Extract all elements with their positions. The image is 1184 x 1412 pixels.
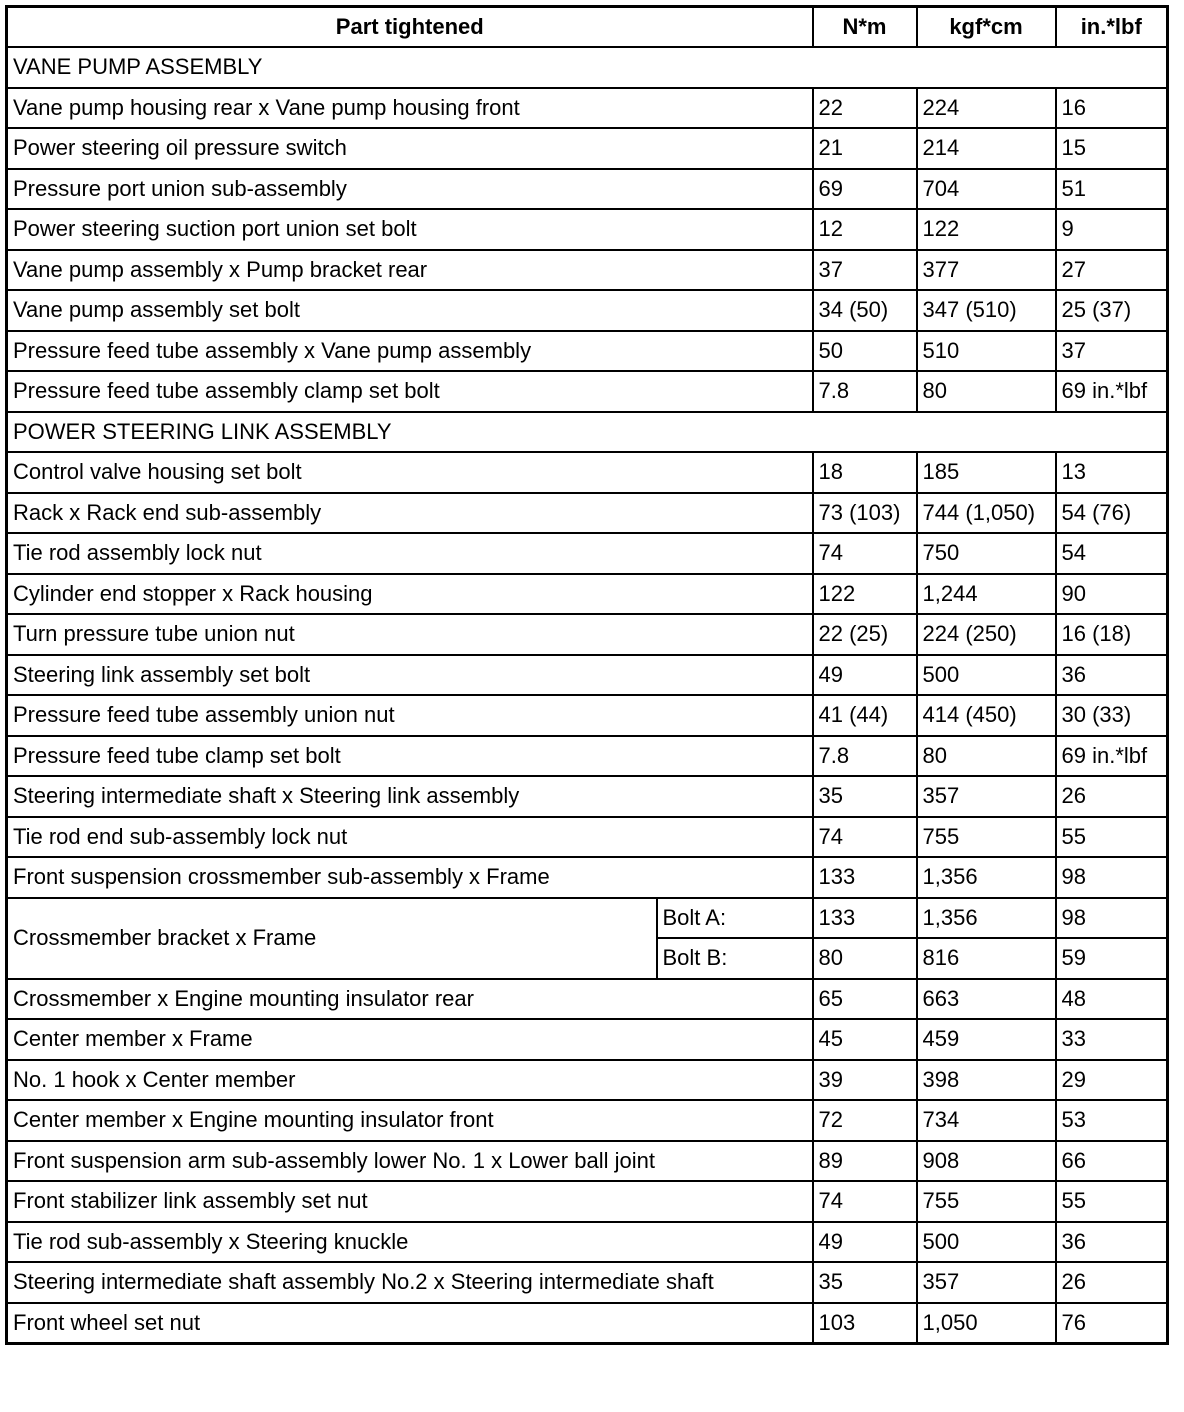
header-row: [7, 7, 1168, 48]
kgfcm-cell: 1,050: [917, 1303, 1056, 1344]
table-row: [7, 817, 1168, 858]
nm-cell: 49: [813, 655, 917, 696]
table-row: [7, 1100, 1168, 1141]
nm-cell: 74: [813, 817, 917, 858]
inlbf-cell: 66: [1056, 1141, 1168, 1182]
part-cell: Rack x Rack end sub-assembly: [7, 493, 813, 534]
inlbf-cell: 69 in.*lbf: [1056, 371, 1168, 412]
nm-cell: 72: [813, 1100, 917, 1141]
kgfcm-cell: 510: [917, 331, 1056, 372]
inlbf-cell: 54: [1056, 533, 1168, 574]
nm-cell: 69: [813, 169, 917, 210]
kgfcm-cell: 750: [917, 533, 1056, 574]
kgfcm-cell: 357: [917, 776, 1056, 817]
kgfcm-cell: 755: [917, 817, 1056, 858]
table-row: [7, 128, 1168, 169]
inlbf-cell: 55: [1056, 1181, 1168, 1222]
nm-cell: 7.8: [813, 371, 917, 412]
kgfcm-cell: 704: [917, 169, 1056, 210]
table-row: [7, 574, 1168, 615]
part-cell: Steering link assembly set bolt: [7, 655, 813, 696]
table-row: [7, 695, 1168, 736]
inlbf-cell: 53: [1056, 1100, 1168, 1141]
header-nm: N*m: [813, 7, 917, 48]
nm-cell: 74: [813, 533, 917, 574]
part-cell: Front wheel set nut: [7, 1303, 813, 1344]
kgfcm-cell: 459: [917, 1019, 1056, 1060]
header-inlbf: in.*lbf: [1056, 7, 1168, 48]
nm-cell: 22: [813, 88, 917, 129]
table-row: [7, 209, 1168, 250]
table-row: [7, 1019, 1168, 1060]
inlbf-cell: 25 (37): [1056, 290, 1168, 331]
part-cell: Front suspension crossmember sub-assembly x Frame: [7, 857, 813, 898]
part-cell: Turn pressure tube union nut: [7, 614, 813, 655]
part-cell: Power steering oil pressure switch: [7, 128, 813, 169]
section-row: [7, 412, 1168, 453]
nm-cell: 21: [813, 128, 917, 169]
inlbf-cell: 98: [1056, 898, 1168, 939]
inlbf-cell: 33: [1056, 1019, 1168, 1060]
inlbf-cell: 51: [1056, 169, 1168, 210]
kgfcm-cell: 908: [917, 1141, 1056, 1182]
part-cell: Tie rod end sub-assembly lock nut: [7, 817, 813, 858]
part-cell: Cylinder end stopper x Rack housing: [7, 574, 813, 615]
table-row: [7, 1141, 1168, 1182]
part-cell: Vane pump assembly x Pump bracket rear: [7, 250, 813, 291]
header-kgfcm: kgf*cm: [917, 7, 1056, 48]
kgfcm-cell: 357: [917, 1262, 1056, 1303]
nm-cell: 41 (44): [813, 695, 917, 736]
table-row: [7, 1303, 1168, 1344]
inlbf-cell: 26: [1056, 1262, 1168, 1303]
table-row: [7, 1181, 1168, 1222]
part-cell: Front suspension arm sub-assembly lower No. 1 x Lower ball joint: [7, 1141, 813, 1182]
inlbf-cell: 55: [1056, 817, 1168, 858]
inlbf-cell: 13: [1056, 452, 1168, 493]
bolt-label-cell: Bolt A:: [657, 898, 813, 939]
nm-cell: 80: [813, 938, 917, 979]
inlbf-cell: 15: [1056, 128, 1168, 169]
nm-cell: 12: [813, 209, 917, 250]
part-cell: Pressure port union sub-assembly: [7, 169, 813, 210]
part-cell: Steering intermediate shaft x Steering link assembly: [7, 776, 813, 817]
table-row: [7, 979, 1168, 1020]
table-row: [7, 169, 1168, 210]
nm-cell: 37: [813, 250, 917, 291]
nm-cell: 39: [813, 1060, 917, 1101]
table-row: [7, 88, 1168, 129]
inlbf-cell: 48: [1056, 979, 1168, 1020]
part-cell: Front stabilizer link assembly set nut: [7, 1181, 813, 1222]
inlbf-cell: 37: [1056, 331, 1168, 372]
table-row: [7, 533, 1168, 574]
table-row: [7, 614, 1168, 655]
part-cell: Pressure feed tube assembly clamp set bolt: [7, 371, 813, 412]
inlbf-cell: 76: [1056, 1303, 1168, 1344]
kgfcm-cell: 224: [917, 88, 1056, 129]
kgfcm-cell: 80: [917, 371, 1056, 412]
inlbf-cell: 69 in.*lbf: [1056, 736, 1168, 777]
kgfcm-cell: 377: [917, 250, 1056, 291]
part-cell: Power steering suction port union set bolt: [7, 209, 813, 250]
nm-cell: 73 (103): [813, 493, 917, 534]
section-row: [7, 47, 1168, 88]
nm-cell: 22 (25): [813, 614, 917, 655]
nm-cell: 133: [813, 898, 917, 939]
table-row: [7, 1262, 1168, 1303]
nm-cell: 65: [813, 979, 917, 1020]
kgfcm-cell: 347 (510): [917, 290, 1056, 331]
kgfcm-cell: 122: [917, 209, 1056, 250]
part-cell: Steering intermediate shaft assembly No.2 x Steering intermediate shaft: [7, 1262, 813, 1303]
bolt-label-cell: Bolt B:: [657, 938, 813, 979]
nm-cell: 34 (50): [813, 290, 917, 331]
section-title: POWER STEERING LINK ASSEMBLY: [7, 412, 1168, 453]
inlbf-cell: 54 (76): [1056, 493, 1168, 534]
table-row: [7, 776, 1168, 817]
nm-cell: 35: [813, 1262, 917, 1303]
nm-cell: 18: [813, 452, 917, 493]
nm-cell: 103: [813, 1303, 917, 1344]
section-title: VANE PUMP ASSEMBLY: [7, 47, 1168, 88]
inlbf-cell: 36: [1056, 1222, 1168, 1263]
inlbf-cell: 36: [1056, 655, 1168, 696]
table-row: [7, 1060, 1168, 1101]
torque-spec-table: [5, 5, 1169, 1345]
kgfcm-cell: 755: [917, 1181, 1056, 1222]
part-cell: Control valve housing set bolt: [7, 452, 813, 493]
inlbf-cell: 30 (33): [1056, 695, 1168, 736]
kgfcm-cell: 1,244: [917, 574, 1056, 615]
nm-cell: 7.8: [813, 736, 917, 777]
inlbf-cell: 59: [1056, 938, 1168, 979]
inlbf-cell: 26: [1056, 776, 1168, 817]
kgfcm-cell: 500: [917, 1222, 1056, 1263]
nm-cell: 89: [813, 1141, 917, 1182]
inlbf-cell: 16 (18): [1056, 614, 1168, 655]
kgfcm-cell: 414 (450): [917, 695, 1056, 736]
nm-cell: 49: [813, 1222, 917, 1263]
table-row: [7, 898, 1168, 939]
nm-cell: 122: [813, 574, 917, 615]
part-cell: Tie rod assembly lock nut: [7, 533, 813, 574]
table-row: [7, 857, 1168, 898]
part-cell: Pressure feed tube assembly union nut: [7, 695, 813, 736]
kgfcm-cell: 80: [917, 736, 1056, 777]
kgfcm-cell: 816: [917, 938, 1056, 979]
kgfcm-cell: 1,356: [917, 898, 1056, 939]
part-cell: No. 1 hook x Center member: [7, 1060, 813, 1101]
part-cell: Center member x Frame: [7, 1019, 813, 1060]
inlbf-cell: 90: [1056, 574, 1168, 615]
part-cell: Crossmember x Engine mounting insulator rear: [7, 979, 813, 1020]
part-cell: Tie rod sub-assembly x Steering knuckle: [7, 1222, 813, 1263]
nm-cell: 50: [813, 331, 917, 372]
nm-cell: 133: [813, 857, 917, 898]
table-row: [7, 452, 1168, 493]
table-row: [7, 371, 1168, 412]
kgfcm-cell: 1,356: [917, 857, 1056, 898]
kgfcm-cell: 734: [917, 1100, 1056, 1141]
part-cell: Vane pump assembly set bolt: [7, 290, 813, 331]
inlbf-cell: 16: [1056, 88, 1168, 129]
part-cell: Vane pump housing rear x Vane pump housing front: [7, 88, 813, 129]
kgfcm-cell: 744 (1,050): [917, 493, 1056, 534]
kgfcm-cell: 224 (250): [917, 614, 1056, 655]
table-row: [7, 290, 1168, 331]
kgfcm-cell: 500: [917, 655, 1056, 696]
inlbf-cell: 29: [1056, 1060, 1168, 1101]
part-cell: Crossmember bracket x Frame: [7, 898, 657, 979]
nm-cell: 45: [813, 1019, 917, 1060]
kgfcm-cell: 398: [917, 1060, 1056, 1101]
inlbf-cell: 27: [1056, 250, 1168, 291]
part-cell: Center member x Engine mounting insulator front: [7, 1100, 813, 1141]
table-row: [7, 250, 1168, 291]
table-body: [7, 47, 1168, 1343]
table-row: [7, 493, 1168, 534]
table-row: [7, 655, 1168, 696]
part-cell: Pressure feed tube clamp set bolt: [7, 736, 813, 777]
header-part: Part tightened: [7, 7, 813, 48]
kgfcm-cell: 214: [917, 128, 1056, 169]
table-row: [7, 1222, 1168, 1263]
part-cell: Pressure feed tube assembly x Vane pump assembly: [7, 331, 813, 372]
nm-cell: 74: [813, 1181, 917, 1222]
table-row: [7, 736, 1168, 777]
table-row: [7, 331, 1168, 372]
inlbf-cell: 98: [1056, 857, 1168, 898]
nm-cell: 35: [813, 776, 917, 817]
inlbf-cell: 9: [1056, 209, 1168, 250]
kgfcm-cell: 663: [917, 979, 1056, 1020]
kgfcm-cell: 185: [917, 452, 1056, 493]
